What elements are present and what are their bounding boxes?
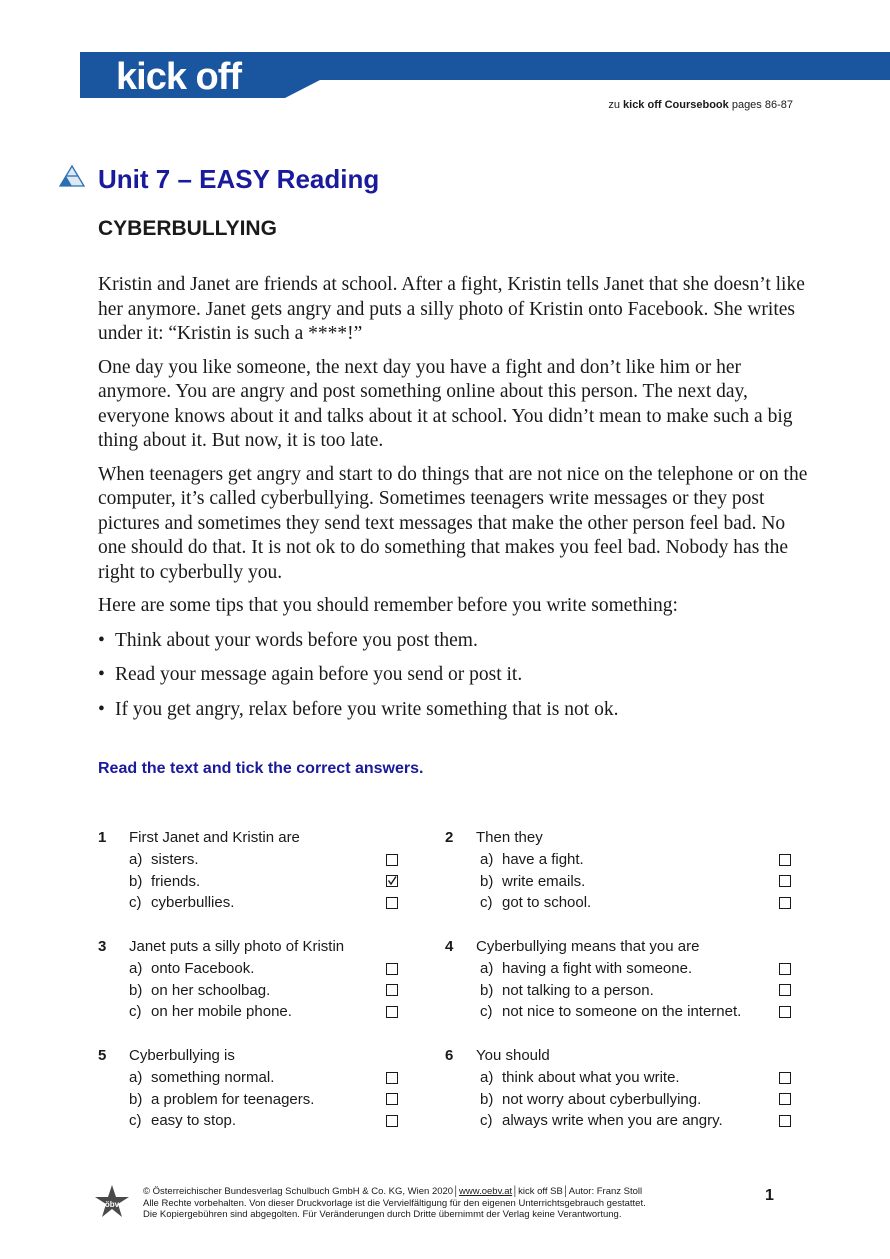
checkbox[interactable] [386, 854, 398, 866]
kick-off-logo: kick off [116, 56, 242, 98]
option-letter: b) [480, 981, 494, 999]
answer-option [445, 1001, 791, 1023]
option-letter: c) [129, 894, 142, 912]
option-text: cyberbullies. [151, 894, 235, 912]
checkbox[interactable] [779, 1093, 791, 1105]
option-text: easy to stop. [151, 1112, 237, 1130]
option-text: not nice to someone on the internet. [502, 1003, 742, 1021]
checkbox[interactable] [779, 1006, 791, 1018]
reading-text [98, 273, 818, 722]
answer-option [98, 892, 398, 914]
answer-option [98, 958, 398, 980]
checkbox[interactable] [779, 984, 791, 996]
question-3 [98, 936, 398, 1023]
question-text: Janet puts a silly photo of Kristin [129, 938, 345, 955]
reading-heading: CYBERBULLYING [98, 217, 277, 240]
checkbox[interactable] [779, 1072, 791, 1084]
answer-option [98, 849, 398, 871]
answer-option [445, 980, 791, 1002]
option-letter: b) [129, 981, 143, 999]
checkbox[interactable] [386, 1093, 398, 1105]
question-2 [445, 827, 791, 914]
option-text: write emails. [502, 872, 586, 890]
question-text: Cyberbullying is [129, 1047, 235, 1064]
checkbox[interactable] [779, 897, 791, 909]
option-letter: a) [480, 959, 494, 977]
question-stem [445, 827, 791, 849]
option-text: sisters. [151, 850, 199, 868]
bullet-icon: • [98, 664, 105, 685]
option-letter: c) [480, 1003, 493, 1021]
question-number: 3 [98, 938, 107, 955]
checked-checkbox[interactable] [386, 875, 398, 887]
question-1 [98, 827, 398, 914]
tip-item: • Think about your words before you post them. [98, 629, 818, 654]
svg-text:öbv: öbv [104, 1200, 120, 1209]
question-stem [98, 1045, 398, 1067]
option-letter: a) [480, 850, 494, 868]
checkbox[interactable] [779, 1115, 791, 1127]
checkbox[interactable] [779, 963, 791, 975]
option-text: onto Facebook. [151, 959, 255, 977]
question-stem [445, 936, 791, 958]
checkbox[interactable] [386, 1072, 398, 1084]
option-letter: a) [480, 1068, 494, 1086]
question-text: Then they [476, 829, 543, 846]
coursebook-reference: zu kick off Coursebook pages 86-87 [608, 99, 793, 111]
option-letter: a) [129, 959, 143, 977]
answer-option [98, 1110, 398, 1132]
checkbox[interactable] [386, 1006, 398, 1018]
option-text: have a fight. [502, 850, 584, 868]
answer-option [445, 849, 791, 871]
paragraph: Kristin and Janet are friends at school. After a fight, Kristin tells Janet that she doesn’t like her anymore. Janet gets angry and puts a silly photo of Kristin onto Facebook. She writes under it: “Kristin is such a ****!” [98, 274, 805, 344]
question-text: You should [476, 1047, 550, 1064]
checkbox[interactable] [386, 1115, 398, 1127]
question-stem [98, 936, 398, 958]
answer-option [445, 1067, 791, 1089]
option-letter: c) [480, 894, 493, 912]
question-number: 1 [98, 829, 107, 846]
option-letter: b) [129, 872, 143, 890]
question-text: Cyberbullying means that you are [476, 938, 700, 955]
option-text: always write when you are angry. [502, 1112, 723, 1130]
answer-option [445, 958, 791, 980]
paragraph: One day you like someone, the next day you have a fight and don’t like him or her anymore. You are angry and post something online about this person. The next day, everyone knows about it and talks about it at school. You didn’t mean to make such a big thing about it. But now, it is too late. [98, 356, 793, 451]
option-letter: c) [129, 1112, 142, 1130]
easy-level-icon [59, 165, 85, 187]
question-number: 5 [98, 1047, 107, 1064]
option-letter: a) [129, 1068, 143, 1086]
option-letter: c) [480, 1112, 493, 1130]
paragraph: When teenagers get angry and start to do things that are not nice on the telephone or on the computer, it’s called cyberbullying. Sometimes teenagers write messages or they post pictures and sometimes they send text messages that make the other person feel bad. No one should do that. It is not ok to do something that makes you feel bad. Nobody has the right to cyberbully you. [98, 463, 808, 583]
bullet-icon: • [98, 698, 105, 720]
checkbox[interactable] [386, 963, 398, 975]
checkbox[interactable] [779, 875, 791, 887]
page-number: 1 [765, 1187, 774, 1204]
question-stem [445, 1045, 791, 1067]
option-text: a problem for teenagers. [151, 1090, 315, 1108]
checkbox[interactable] [386, 897, 398, 909]
option-text: think about what you write. [502, 1068, 680, 1086]
unit-title: Unit 7 – EASY Reading [98, 164, 380, 194]
option-text: having a fight with someone. [502, 959, 693, 977]
checkbox[interactable] [779, 854, 791, 866]
option-letter: a) [129, 850, 143, 868]
option-letter: b) [480, 872, 494, 890]
answer-option [445, 871, 791, 893]
question-6 [445, 1045, 791, 1132]
option-letter: b) [129, 1090, 143, 1108]
answer-option [445, 892, 791, 914]
option-letter: c) [129, 1003, 142, 1021]
answer-option [98, 871, 398, 893]
footer-copyright: © Österreichischer Bundesverlag Schulbuch GmbH & Co. KG, Wien 2020│www.oebv.at│kick off SB│Autor: Franz Stoll Alle Rechte vorbehalten. Von dieser Druckvorlage ist die Vervielfältigung für den eigenen Unterrichtsgebrauch gestattet. Die Kopiergebühren sind abgegolten. Für Veränderungen durch Dritte übernimmt der Verlag keine Verantwortung. [143, 1186, 646, 1220]
answer-option [445, 1110, 791, 1132]
answer-option [445, 1089, 791, 1111]
answer-option [98, 1089, 398, 1111]
question-stem [98, 827, 398, 849]
answer-option [98, 1067, 398, 1089]
option-text: friends. [151, 872, 201, 890]
task-instruction: Read the text and tick the correct answers. [98, 760, 424, 777]
question-4 [445, 936, 791, 1023]
question-text: First Janet and Kristin are [129, 829, 300, 846]
option-letter: b) [480, 1090, 494, 1108]
question-number: 4 [445, 938, 454, 955]
option-text: got to school. [502, 894, 592, 912]
question-number: 2 [445, 829, 454, 846]
question-number: 6 [445, 1047, 454, 1064]
checkbox[interactable] [386, 984, 398, 996]
option-text: something normal. [151, 1068, 275, 1086]
option-text: not talking to a person. [502, 981, 654, 999]
option-text: on her schoolbag. [151, 981, 271, 999]
website-link[interactable]: www.oebv.at [459, 1186, 513, 1197]
answer-option [98, 1001, 398, 1023]
tip-item: • Read your message again before you send or post it. [98, 663, 818, 688]
option-text: on her mobile phone. [151, 1003, 292, 1021]
paragraph: Here are some tips that you should remember before you write something: [98, 595, 678, 616]
question-5 [98, 1045, 398, 1132]
checkmark-icon [387, 876, 397, 886]
oebv-logo [95, 1185, 129, 1221]
tip-item: • If you get angry, relax before you write something that is not ok. [98, 698, 818, 723]
answer-option [98, 980, 398, 1002]
bullet-icon: • [98, 629, 105, 651]
option-text: not worry about cyberbullying. [502, 1090, 702, 1108]
